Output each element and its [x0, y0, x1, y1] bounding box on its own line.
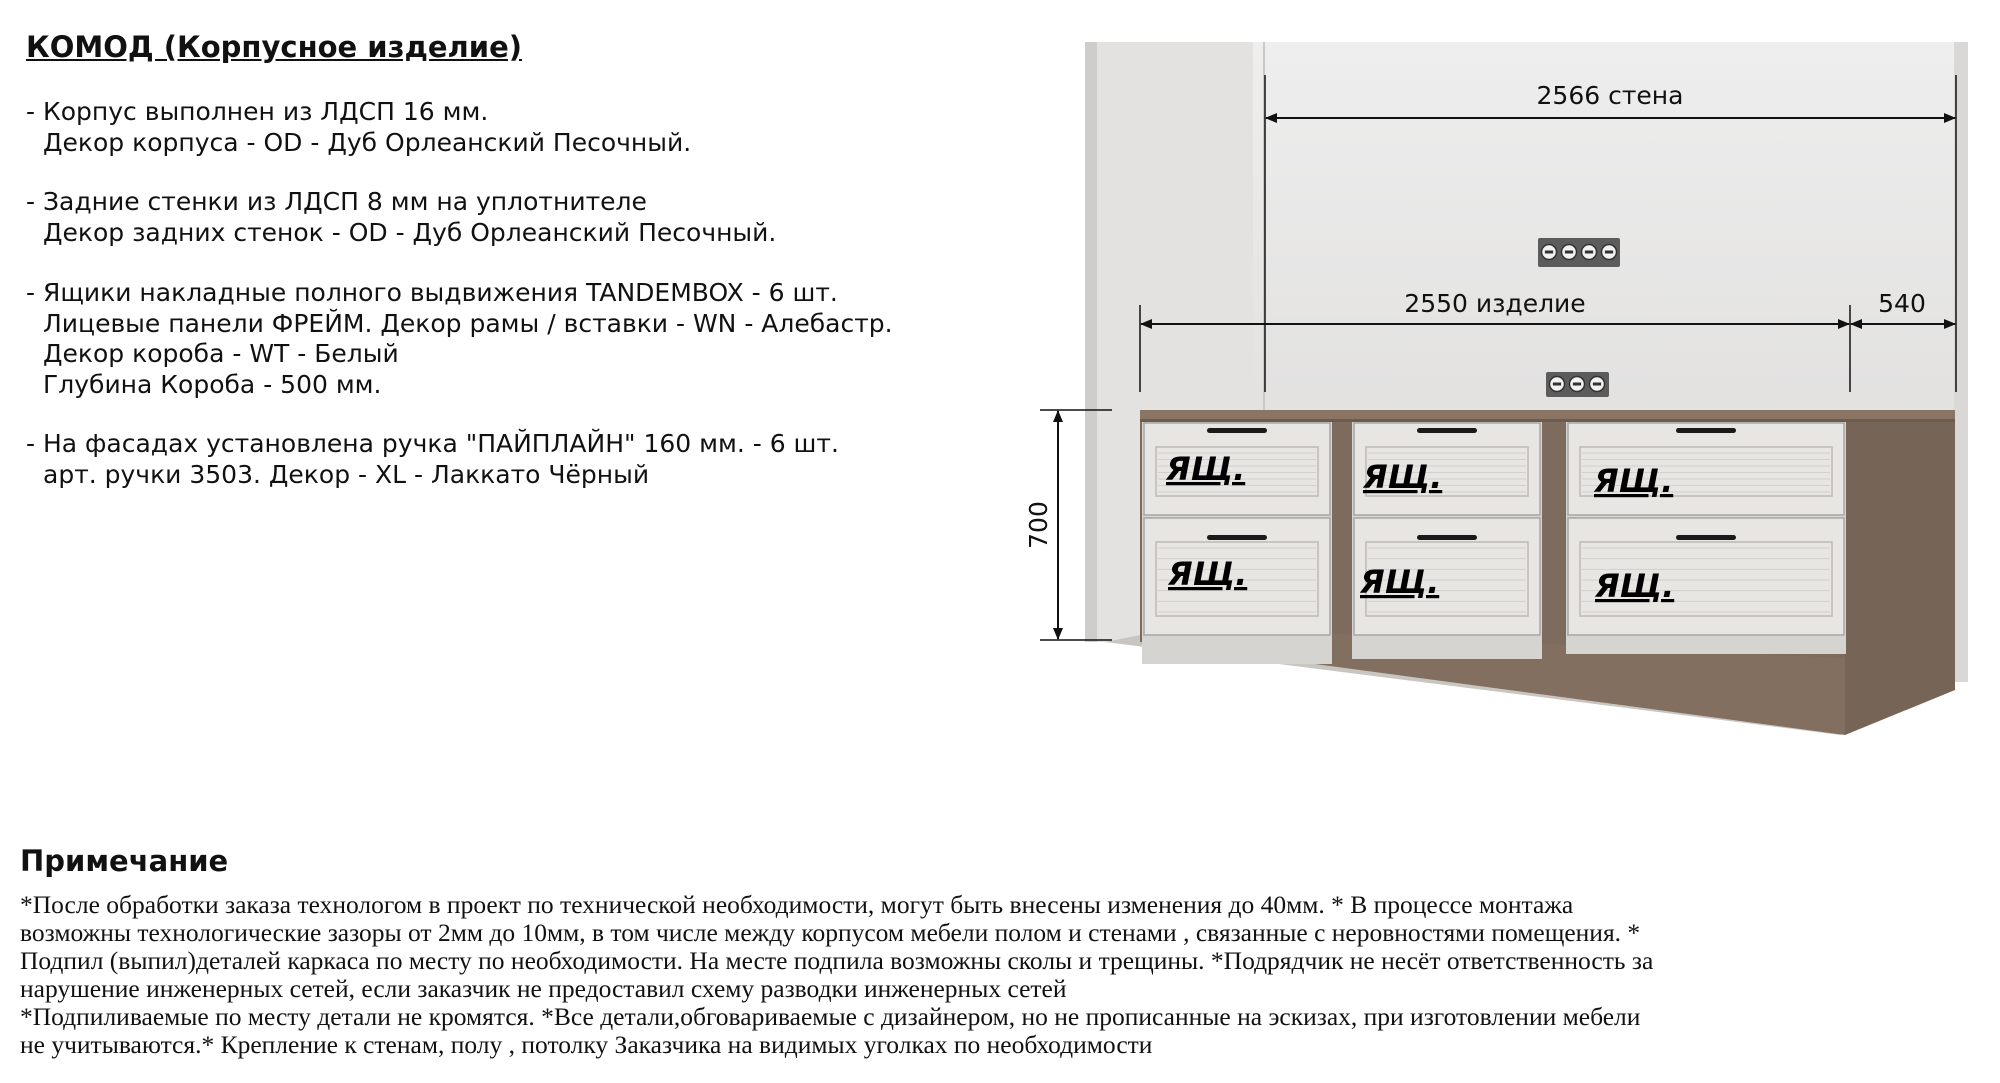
- drawer-label: ЯЩ.: [1363, 458, 1443, 496]
- dresser: [1140, 410, 1955, 735]
- spec-line: Декор задних стенок - OD - Дуб Орлеанский Песочный.: [43, 217, 777, 247]
- socket-pins-icon: [1593, 383, 1601, 386]
- dresser-right-side: [1845, 412, 1955, 735]
- socket-icons-lower: [1550, 377, 1605, 392]
- dim-wall-label: 2566 стена: [1536, 81, 1684, 110]
- note-line: Подпил (выпил)деталей каркаса по месту по необходимости. На месте подпила возможны сколы и трещины. *Подрядчик не несёт ответственность за: [20, 946, 1654, 975]
- drawer-handle: [1207, 428, 1267, 433]
- drawer-handle: [1207, 535, 1267, 540]
- drawer-handle: [1676, 428, 1736, 433]
- socket-pins-icon: [1553, 383, 1561, 386]
- note-line: *Подпиливаемые по месту детали не кромятся. *Все детали,обговариваемые с дизайнером, но не прописанные на эскизах, при изготовлении мебели: [20, 1002, 1641, 1031]
- spec-line: Глубина Короба - 500 мм.: [43, 369, 382, 399]
- drawer-label: ЯЩ.: [1168, 555, 1248, 593]
- socket-pins-icon: [1545, 251, 1553, 254]
- spec-line: Декор короба - WT - Белый: [43, 339, 399, 368]
- drawer-fronts: [1142, 422, 1846, 664]
- spec-line: - На фасадах установлена ручка "ПАЙПЛАЙН" 160 мм. - 6 шт.: [26, 429, 839, 458]
- drawer-handle: [1417, 428, 1477, 433]
- drawer-label: ЯЩ.: [1360, 563, 1440, 601]
- note-line: не учитываются.* Крепление к стенам, полу , потолку Заказчика на видимых уголках по необходимости: [20, 1030, 1153, 1059]
- spec-line: арт. ручки 3503. Декор - XL - Лаккато Чёрный: [43, 459, 650, 489]
- dim-gap-label: 540: [1878, 289, 1926, 318]
- note-line: возможны технологические зазоры от 2мм до 10мм, в том числе между корпусом мебели полом и стенами , связанные с неровностями помещения. *: [20, 918, 1641, 947]
- drawer-label: ЯЩ.: [1166, 450, 1246, 488]
- spec-line: - Ящики накладные полного выдвижения TANDEMBOX - 6 шт.: [26, 278, 838, 307]
- dim-height-label: 700: [1024, 501, 1053, 549]
- document-title: КОМОД (Корпусное изделие): [26, 30, 523, 64]
- spec-line: Декор корпуса - OD - Дуб Орлеанский Песочный.: [43, 127, 692, 157]
- spec-line: Лицевые панели ФРЕЙМ. Декор рамы / вставки - WN - Алебастр.: [43, 308, 893, 338]
- drawer-label: ЯЩ.: [1595, 567, 1675, 605]
- socket-pins-icon: [1585, 251, 1593, 254]
- spec-line: - Корпус выполнен из ЛДСП 16 мм.: [26, 97, 489, 126]
- socket-pins-icon: [1573, 383, 1581, 386]
- left-wall-edge: [1085, 42, 1097, 642]
- spec-line: - Задние стенки из ЛДСП 8 мм на уплотнителе: [26, 187, 647, 216]
- drawer-handle: [1417, 535, 1477, 540]
- note-line: *После обработки заказа технологом в проект по технической необходимости, могут быть внесены изменения до 40мм. * В процессе монтажа: [20, 890, 1574, 919]
- dim-product-label: 2550 изделие: [1404, 289, 1586, 318]
- worktop-edge: [1140, 419, 1955, 422]
- drawer-label: ЯЩ.: [1594, 462, 1674, 500]
- socket-pins-icon: [1565, 251, 1573, 254]
- note-title: Примечание: [20, 844, 229, 878]
- drawer-handle: [1676, 535, 1736, 540]
- socket-pins-icon: [1605, 251, 1613, 254]
- note-line: нарушение инженерных сетей, если заказчик не предоставил схему разводки инженерных сетей: [20, 974, 1067, 1003]
